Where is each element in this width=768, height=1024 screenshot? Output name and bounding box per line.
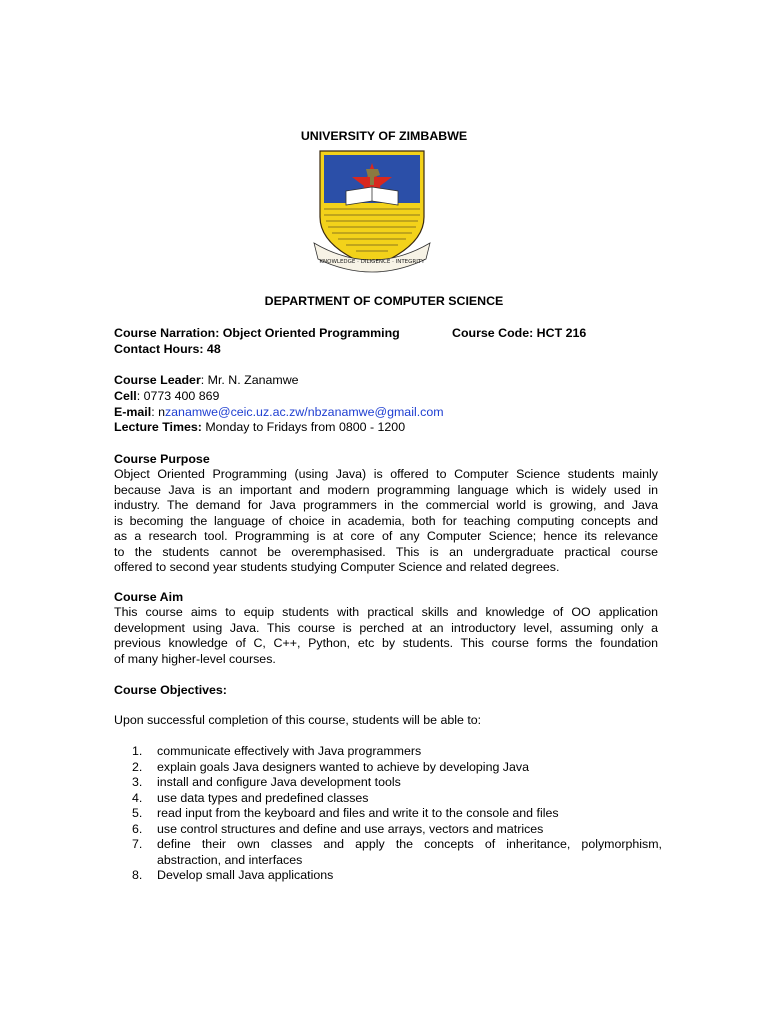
university-crest-logo <box>310 147 434 275</box>
objectives-intro: Upon successful completion of this course, students will be able to: <box>114 713 482 727</box>
aim-line: This course aims to equip students with practical skills and knowledge of OO application <box>114 605 658 619</box>
cell-label: Cell <box>114 389 137 403</box>
list-item-number: 6. <box>132 821 143 836</box>
email-line <box>114 405 444 421</box>
course-aim-heading: Course Aim <box>114 590 184 604</box>
objectives-list <box>132 744 662 884</box>
list-item <box>132 744 662 760</box>
list-item-number: 3. <box>132 775 143 789</box>
list-item-text: install and configure Java development tools <box>157 775 401 789</box>
course-purpose-heading: Course Purpose <box>114 452 210 466</box>
course-leader-label: Course Leader <box>114 373 201 387</box>
list-item-number: 5. <box>132 806 143 820</box>
course-leader-line <box>114 373 299 389</box>
email-link[interactable]: zanamwe@ceic.uz.ac.zw/nbzanamwe@gmail.com <box>164 405 444 419</box>
purpose-line: Object Oriented Programming (using Java) is offered to Computer Science students mainly <box>114 467 658 481</box>
list-item-number: 1. <box>132 744 143 758</box>
list-item <box>132 791 662 807</box>
lecture-times-value: Monday to Fridays from 0800 - 1200 <box>201 420 406 434</box>
list-item <box>132 775 662 791</box>
purpose-line: is becoming the language of choice in academia, both for teaching computing concepts and <box>114 513 658 528</box>
contact-hours: Contact Hours: 48 <box>114 342 221 356</box>
aim-line: previous knowledge of C, C++, Python, etc by students. This course forms the foundation <box>114 636 658 650</box>
purpose-line: industry. The demand for Java programmers in the commercial world is growing, and Java <box>114 498 658 512</box>
list-item <box>132 837 662 868</box>
list-item-text-continued: abstraction, and interfaces <box>157 852 303 867</box>
course-code: Course Code: HCT 216 <box>452 326 587 340</box>
list-item-number: 8. <box>132 868 143 882</box>
aim-line: of many higher-level courses. <box>114 651 276 666</box>
course-leader-value: : Mr. N. Zanamwe <box>200 373 299 387</box>
list-item <box>132 868 662 884</box>
course-objectives-heading: Course Objectives: <box>114 683 227 697</box>
purpose-line: because Java is an important and modern programming language which is widely used in <box>114 482 658 497</box>
list-item-text: use control structures and define and use arrays, vectors and matrices <box>157 821 544 836</box>
department-title: DEPARTMENT OF COMPUTER SCIENCE <box>264 294 504 308</box>
list-item-number: 7. <box>132 837 143 851</box>
course-aim-paragraph <box>114 605 658 667</box>
aim-line: development using Java. This course is perched at an introductory level, assuming only a <box>114 620 658 635</box>
purpose-line: offered to second year students studying Computer Science and related degrees. <box>114 560 560 574</box>
purpose-line: to the students cannot be overemphasised. This is an undergraduate practical course <box>114 544 658 559</box>
list-item <box>132 806 662 822</box>
list-item <box>132 822 662 838</box>
email-separator: : n <box>151 405 165 419</box>
crest-motto: KNOWLEDGE · DILIGENCE · INTEGRITY <box>319 259 425 265</box>
cell-line <box>114 389 219 405</box>
purpose-line: as a research tool. Programming is at core of any Computer Science; hence its relevance <box>114 529 658 543</box>
email-label: E-mail <box>114 405 152 419</box>
course-narration: Course Narration: Object Oriented Programming <box>114 326 400 340</box>
list-item-text: use data types and predefined classes <box>157 790 369 805</box>
list-item-text: communicate effectively with Java programmers <box>157 744 422 758</box>
cell-value: : 0773 400 869 <box>136 389 220 403</box>
list-item-number: 2. <box>132 759 143 774</box>
course-purpose-paragraph <box>114 467 658 576</box>
lecture-times-line <box>114 420 405 436</box>
list-item-text: Develop small Java applications <box>157 868 334 882</box>
lecture-times-label: Lecture Times: <box>114 420 202 434</box>
list-item-text: define their own classes and apply the concepts of inheritance, polymorphism, <box>157 837 662 851</box>
list-item <box>132 760 662 776</box>
university-title: UNIVERSITY OF ZIMBABWE <box>300 129 468 143</box>
list-item-text: read input from the keyboard and files and write it to the console and files <box>157 806 559 820</box>
list-item-number: 4. <box>132 790 143 805</box>
list-item-text: explain goals Java designers wanted to achieve by developing Java <box>157 759 529 774</box>
